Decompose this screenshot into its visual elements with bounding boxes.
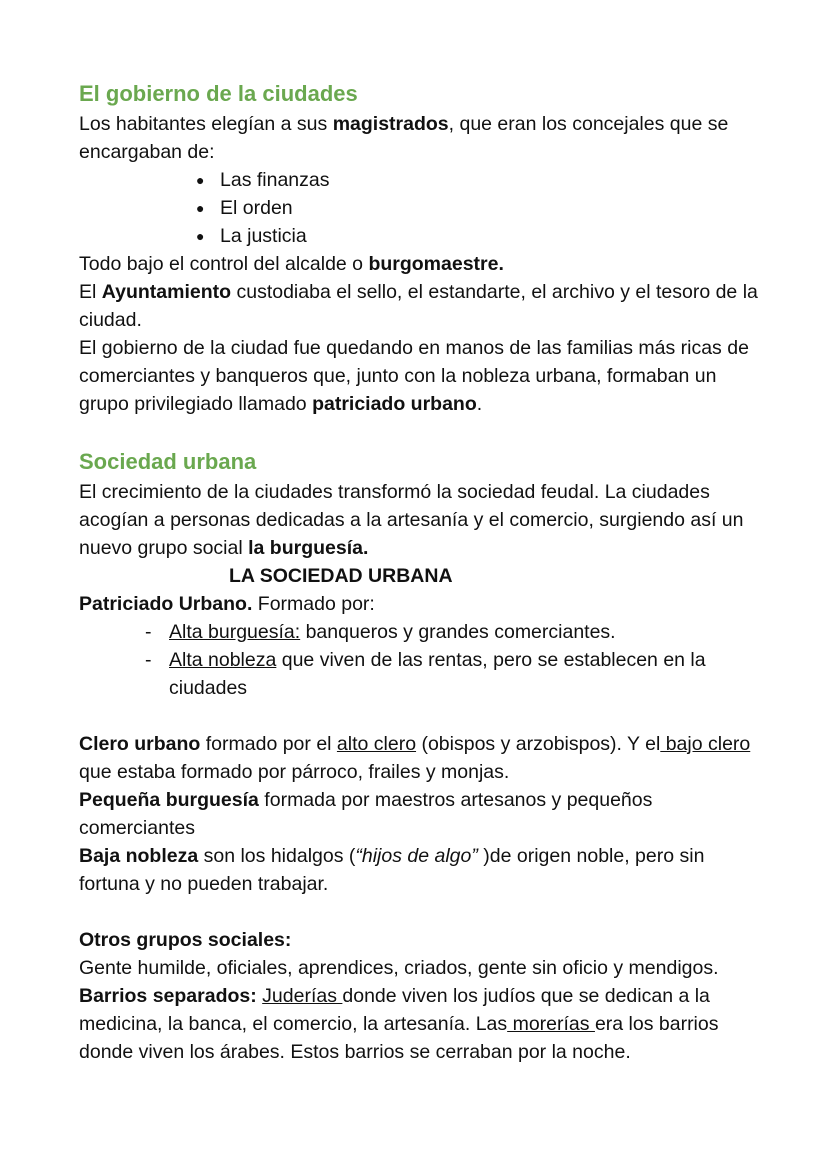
list-item: ● El orden xyxy=(196,194,769,222)
text: Todo bajo el control del alcalde o xyxy=(79,253,369,275)
spacer xyxy=(79,702,769,730)
text: . xyxy=(476,393,483,415)
paragraph-baja-nobleza xyxy=(79,842,769,898)
text: banqueros y grandes comerciantes. xyxy=(300,621,616,643)
text: El xyxy=(79,281,102,303)
paragraph-barrios xyxy=(79,982,769,1066)
paragraph-otros-heading xyxy=(79,926,769,954)
centered-title: LA SOCIEDAD URBANA xyxy=(229,565,453,587)
paragraph-ayuntamiento xyxy=(79,278,769,334)
text: que viven de las rentas, pero se establecen en la ciudades xyxy=(169,649,706,699)
text: (obispos y arzobispos). Y el xyxy=(416,733,661,755)
bold-ayuntamiento: Ayuntamiento xyxy=(101,281,232,303)
underlined-juderias: Juderías xyxy=(262,985,343,1007)
bullet-list xyxy=(79,166,769,250)
spacer xyxy=(79,418,769,446)
document-page xyxy=(79,78,769,1066)
bold-burgomaestre: burgomaestre. xyxy=(368,253,504,275)
spacer xyxy=(79,898,769,926)
paragraph-magistrados xyxy=(79,110,769,166)
paragraph-patriciado xyxy=(79,334,769,418)
paragraph-otros-text: Gente humilde, oficiales, aprendices, criados, gente sin oficio y mendigos. xyxy=(79,957,719,979)
bold-patriciado-urbano: patriciado urbano xyxy=(312,393,477,415)
underlined-alta-nobleza: Alta nobleza xyxy=(169,649,277,671)
bold-baja-nobleza: Baja nobleza xyxy=(79,845,199,867)
bold-otros-grupos: Otros grupos sociales: xyxy=(79,929,292,951)
text: custodiaba el sello, el estandarte, el archivo y el tesoro de la ciudad. xyxy=(79,281,758,331)
paragraph-alcalde xyxy=(79,250,769,278)
text: formada por maestros artesanos y pequeños comerciantes xyxy=(79,789,653,839)
text: donde viven los judíos que se dedican a la medicina, la banca, el comercio, la artesanía. Las xyxy=(79,985,710,1035)
text: Los habitantes elegían a sus xyxy=(79,113,333,135)
paragraph-pequena-burguesia xyxy=(79,786,769,842)
text: El crecimiento de la ciudades transformó la sociedad feudal. La ciudades acogían a personas dedicadas a la artesanía y el comercio, surgiendo así un nuevo grupo social xyxy=(79,481,744,559)
bold-barrios-separados: Barrios separados: xyxy=(79,985,257,1007)
text: que estaba formado por párroco, frailes y monjas. xyxy=(79,761,510,783)
text: formado por el xyxy=(200,733,337,755)
dash-list xyxy=(79,618,769,702)
bold-patriciado: Patriciado Urbano. xyxy=(79,593,253,615)
list-item: ● La justicia xyxy=(196,222,769,250)
text: Formado por: xyxy=(252,593,375,615)
list-item xyxy=(145,618,769,646)
section-heading-sociedad: Sociedad urbana xyxy=(79,449,257,474)
text: El gobierno de la ciudad fue quedando en manos de las familias más ricas de comerciantes y banqueros que, junto con la nobleza urbana, formaban un grupo privilegiado llamado xyxy=(79,337,749,415)
paragraph-clero xyxy=(79,730,769,786)
text: )de origen noble, pero sin fortuna y no pueden trabajar. xyxy=(79,845,705,895)
text: son los hidalgos ( xyxy=(198,845,356,867)
bold-burguesia: la burguesía. xyxy=(248,537,369,559)
list-item xyxy=(145,646,769,702)
bold-pequena-burguesia: Pequeña burguesía xyxy=(79,789,259,811)
bold-clero-urbano: Clero urbano xyxy=(79,733,201,755)
text: era los barrios donde viven los árabes. Estos barrios se cerraban por la noche. xyxy=(79,1013,719,1063)
underlined-alta-burguesia: Alta burguesía: xyxy=(169,621,301,643)
paragraph-burguesia xyxy=(79,478,769,562)
paragraph-patriciado-urbano xyxy=(79,590,769,618)
underlined-morerias: morerías xyxy=(507,1013,595,1035)
underlined-bajo-clero: bajo clero xyxy=(660,733,751,755)
text: , que eran los concejales que se encargaban de: xyxy=(79,113,729,163)
italic-hijos-de-algo: “hijos de algo” xyxy=(355,845,478,867)
underlined-alto-clero: alto clero xyxy=(336,733,417,755)
bold-magistrados: magistrados xyxy=(332,113,449,135)
section-heading-gobierno: El gobierno de la ciudades xyxy=(79,81,358,106)
list-item: ● Las finanzas xyxy=(196,166,769,194)
